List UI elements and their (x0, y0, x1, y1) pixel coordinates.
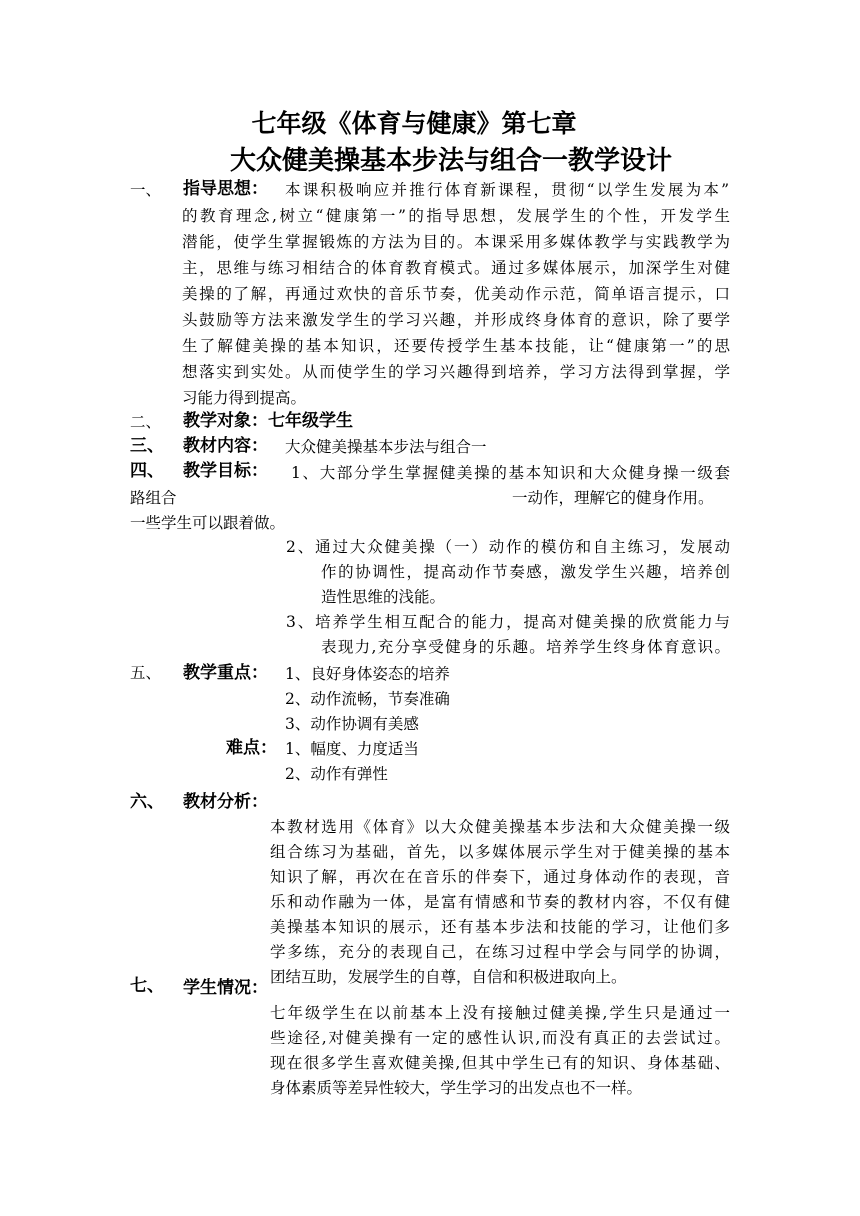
objective-2-text: 造性思维的浅能。 (321, 588, 446, 606)
section-7-text-line: 七年级学生在以前基本上没有接触过健美操,学生只是通过一 (270, 1004, 730, 1022)
section-6-heading: 教材分析： (183, 792, 268, 812)
objective-2-text: 2、通过大众健美操（一）动作的模仿和自主练习，发展动 (286, 538, 730, 556)
section-4-number: 四、 (130, 461, 164, 481)
section-3-text: 大众健美操基本步法与组合一 (285, 438, 487, 456)
objective-3-text: 3、培养学生相互配合的能力，提高对健美操的欣赏能力与 (286, 613, 730, 631)
section-6-text-line: 学多练，充分的表现自己，在练习过程中学会与同学的协调， (270, 943, 730, 961)
section-1-text-line: 潜能，使学生掌握锻炼的方法为目的。本课采用多媒体教学与实践教学为 (182, 233, 730, 251)
section-6-text-line: 乐和动作融为一体，是富有情感和节奏的教材内容，不仅有健 (270, 893, 730, 911)
difficulty-item: 2、动作有弹性 (285, 765, 388, 783)
section-1-text-line: 的教育理念,树立“健康第一”的指导思想，发展学生的个性，开发学生 (182, 207, 730, 225)
section-5-number: 五、 (130, 664, 162, 682)
section-7-heading: 学生情况： (183, 978, 268, 998)
section-4-heading: 教学目标： (183, 461, 268, 481)
section-1-text-line: 美操的了解，再通过欢快的音乐节奏，优美动作示范，简单语言提示，口 (182, 285, 730, 303)
objective-3-text: 表现力,充分享受健身的乐趣。培养学生终身体育意识。 (321, 638, 730, 656)
section-7-text-line: 现在很多学生喜欢健美操,但其中学生已有的知识、身体基础、 (270, 1054, 730, 1072)
section-1-text-line: 生了解健美操的基本知识，还要传授学生基本技能，让“健康第一”的思 (182, 337, 730, 355)
section-7-number: 七、 (130, 976, 164, 996)
key-point-item: 1、良好身体姿态的培养 (285, 665, 450, 683)
section-1-text-first: 本课积极响应并推行体育新课程，贯彻“以学生发展为本” (285, 181, 729, 199)
difficulty-item: 1、幅度、力度适当 (285, 740, 419, 758)
section-1-text-line: 习能力得到提高。 (182, 389, 307, 407)
objective-1-wrap-left: 路组合 (130, 489, 177, 507)
section-7-text-line: 身体素质等差异性较大，学生学习的出发点也不一样。 (270, 1079, 643, 1097)
key-point-item: 3、动作协调有美感 (285, 715, 419, 733)
section-5-heading: 教学重点： (183, 663, 268, 683)
section-1-heading: 指导思想： (183, 179, 268, 199)
objective-1-wrap-last: 一些学生可以跟着做。 (130, 514, 286, 532)
section-6-text-line: 本教材选用《体育》以大众健美操基本步法和大众健美操一级 (270, 818, 730, 836)
section-2-heading: 教学对象：七年级学生 (183, 411, 353, 431)
difficulty-heading: 难点： (226, 738, 277, 758)
section-3-heading: 教材内容： (183, 436, 268, 456)
section-7-text-line: 些途径,对健美操有一定的感性认识,而没有真正的去尝试过。 (270, 1029, 730, 1047)
section-6-text-line: 组合练习为基础，首先，以多媒体展示学生对于健美操的基本 (270, 843, 730, 861)
section-6-text-line: 团结互助，发展学生的自尊，自信和积极进取向上。 (270, 968, 627, 986)
section-1-text-line: 主，思维与练习相结合的体育教育模式。通过多媒体展示，加深学生对健 (182, 259, 730, 277)
objective-1-wrap-right: 一动作，理解它的健身作用。 (512, 489, 714, 507)
document-subtitle: 大众健美操基本步法与组合一教学设计 (229, 146, 672, 176)
section-3-number: 三、 (130, 436, 164, 456)
objective-2-text: 作的协调性，提高动作节奏感，激发学生兴趣，培养创 (321, 563, 730, 581)
objective-1-text: 1、大部分学生掌握健美操的基本知识和大众健身操一级套 (291, 464, 730, 482)
section-1-text-line: 想落实到实处。从而使学生的学习兴趣得到培养，学习方法得到掌握，学 (182, 363, 730, 381)
key-point-item: 2、动作流畅，节奏准确 (285, 690, 450, 708)
document-title: 七年级《体育与健康》第七章 (251, 109, 577, 138)
section-6-text-line: 知识了解，再次在在音乐的伴奏下，通过身体动作的表现，音 (270, 868, 730, 886)
section-6-number: 六、 (130, 792, 164, 812)
section-1-text-line: 头鼓励等方法来激发学生的学习兴趣，并形成终身体育的意识，除了要学 (182, 311, 730, 329)
section-1-number: 一、 (130, 181, 162, 199)
section-2-number: 二、 (130, 413, 162, 431)
section-6-text-line: 美操基本知识的展示，还有基本步法和技能的学习，让他们多 (270, 918, 730, 936)
